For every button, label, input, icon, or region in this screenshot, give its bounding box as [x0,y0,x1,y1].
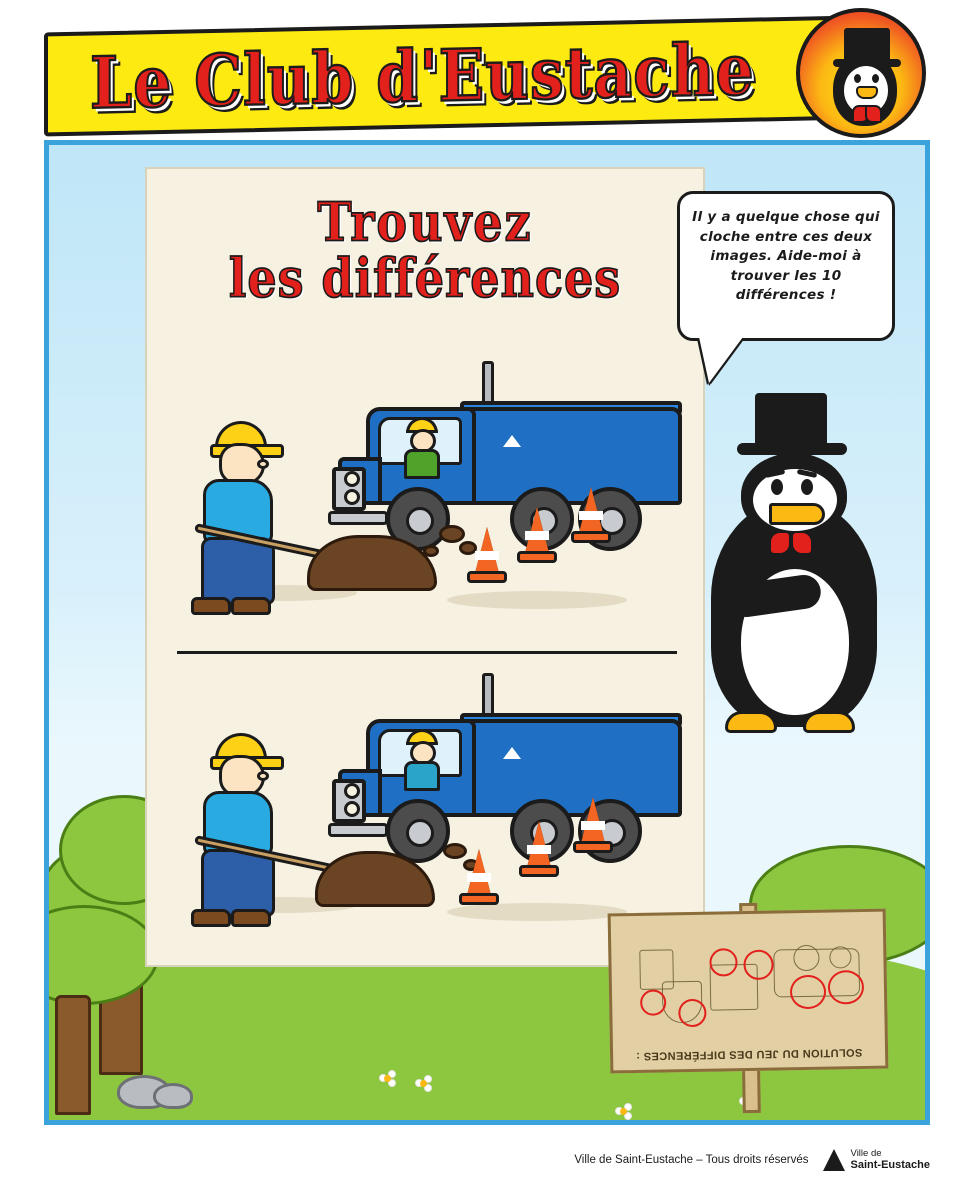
difference-circle [743,950,774,981]
puzzle-title-line2: les différences [228,246,622,310]
speech-bubble-text: Il y a quelque chose qui cloche entre ces deux images. Aide-moi à trouver les 10 différences ! [692,209,880,304]
mascot-eye-left [771,479,783,495]
tree-trunk [55,995,91,1115]
mascot-foot-right [803,711,855,733]
difference-circle [790,975,827,1010]
worker-boot [231,597,271,615]
speech-bubble-tail [699,337,743,383]
driver-body [404,449,440,479]
driver-body [404,761,440,791]
top-hat-icon [755,393,827,447]
penguin-bowtie [852,105,882,119]
solution-sign [608,909,889,1074]
puzzle-title-line1: Trouvez [317,190,533,254]
mascot-bowtie [771,533,811,553]
truck-bumper [328,511,388,525]
sketch-shape [639,949,674,990]
solution-caption: SOLUTION DU JEU DES DIFFÉRENCES : [635,1046,863,1062]
traffic-cone [517,507,557,563]
solution-answer-illustration [625,926,871,1034]
puzzle-title [147,190,703,310]
difference-circle [828,970,865,1005]
truck-headlight [344,801,360,817]
poster-scene [44,140,930,1125]
page-title: Le Club d'Eustache [90,29,755,126]
difference-circle [678,999,706,1027]
truck-headlight [344,489,360,505]
panel-divider [177,651,677,654]
truck-headlight [344,783,360,799]
worker-boot [191,909,231,927]
city-logo-line1: Ville de [850,1147,882,1159]
traffic-cone [573,797,613,853]
mascot-beak [769,503,825,525]
footer [44,1135,930,1185]
ground-shadow [447,591,627,609]
worker-boot [191,597,231,615]
truck-bumper [328,823,388,837]
penguin-beak [856,86,878,99]
worker-nose [257,459,269,469]
traffic-cone [571,487,611,543]
dirt-chunk [423,545,439,557]
penguin-mascot-icon [796,8,926,138]
mascot-eustache [697,393,887,743]
truck-headlight [344,471,360,487]
rock-decoration [153,1083,193,1109]
city-logo-text [851,1149,930,1172]
bird-logo-icon [823,1149,845,1171]
penguin-eye-left [854,74,861,83]
worker-legs [201,537,275,605]
puzzle-panel-top [147,349,707,649]
city-logo-line2: Saint-Eustache [850,1159,930,1172]
difference-circle [640,989,666,1015]
traffic-cone [467,527,507,583]
dirt-chunk [439,525,465,543]
mascot-eye-right [801,479,813,495]
worker-legs [201,849,275,917]
truck-city-logo-icon [492,435,532,457]
penguin-eye-right [872,74,879,83]
truck-city-logo-icon [492,747,532,769]
worker-nose [257,771,269,781]
flower-decoration [615,1103,633,1121]
flower-decoration [379,1070,397,1088]
traffic-cone [519,821,559,877]
worker-boot [231,909,271,927]
construction-worker [187,723,337,933]
header-banner [44,8,930,136]
flower-decoration [415,1075,433,1093]
mascot-foot-left [725,711,777,733]
ground-shadow [447,903,627,921]
speech-bubble [677,191,895,341]
tree-canopy [44,905,159,1005]
traffic-cone [459,849,499,905]
city-logo [823,1149,930,1172]
puzzle-card [145,167,705,967]
footer-copyright: Ville de Saint-Eustache – Tous droits réservés [574,1154,809,1166]
